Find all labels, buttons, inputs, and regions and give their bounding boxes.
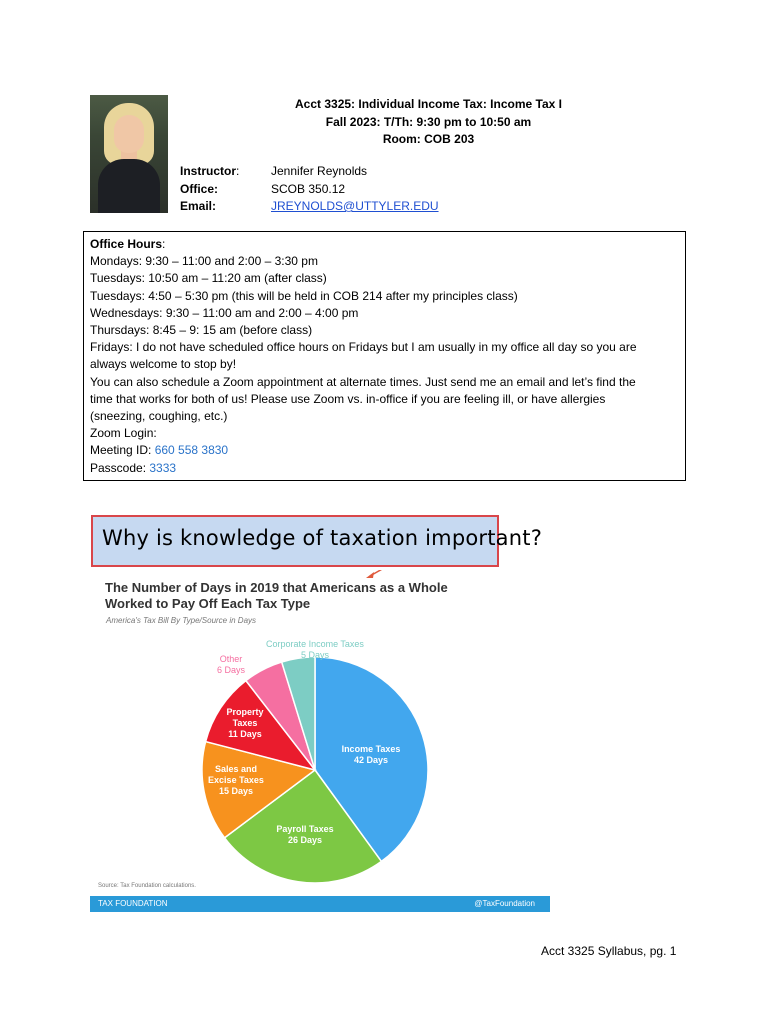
hours-line: Fridays: I do not have scheduled office hours on Fridays but I am usually in my office all day so you are xyxy=(90,340,637,355)
instructor-label-colon: : xyxy=(236,164,240,178)
office-hours-heading: Office Hours xyxy=(90,237,163,251)
slice-label xyxy=(266,639,364,660)
footer-brand: TAX FOUNDATION xyxy=(98,899,168,908)
slice-value-label: 6 Days xyxy=(216,665,246,675)
email-link[interactable]: JREYNOLDS@UTTYLER.EDU xyxy=(271,199,439,213)
passcode-label: Passcode: xyxy=(90,460,150,475)
slice-name-label: Property xyxy=(226,707,264,717)
page-number: Acct 3325 Syllabus, pg. 1 xyxy=(541,944,677,958)
slice-name-label: Sales and xyxy=(214,764,258,774)
chart-title-line1: The Number of Days in 2019 that Americans as a Whole xyxy=(105,580,448,595)
slice-value-label: 15 Days xyxy=(218,786,254,796)
footer-handle: @TaxFoundation xyxy=(474,899,535,908)
chart-title-line2: Worked to Pay Off Each Tax Type xyxy=(105,596,311,611)
instructor-name: Jennifer Reynolds xyxy=(271,164,368,178)
slice-value-label: 26 Days xyxy=(287,835,323,845)
hours-line: Thursdays: 8:45 – 9: 15 am (before class) xyxy=(90,323,313,338)
chart-source: Source: Tax Foundation calculations. xyxy=(98,883,196,889)
instructor-info xyxy=(180,163,439,216)
tax-days-chart xyxy=(90,570,550,912)
slice-name-label: Excise Taxes xyxy=(208,775,264,785)
slice-value-label: 11 Days xyxy=(228,729,262,739)
chart-footer-bar xyxy=(90,896,550,912)
callout-arrowhead xyxy=(366,572,374,578)
course-header xyxy=(0,96,770,149)
office-value: SCOB 350.12 xyxy=(271,181,346,196)
meeting-id-label: Meeting ID: xyxy=(90,443,155,458)
hours-line: time that works for both of us! Please use Zoom vs. in-office if you are feeling ill, or have allergies xyxy=(90,391,606,406)
course-term-line: Fall 2023: T/Th: 9:30 pm to 10:50 am xyxy=(325,114,532,129)
hours-line: Mondays: 9:30 – 11:00 and 2:00 – 3:30 pm xyxy=(90,254,318,269)
chart-title xyxy=(105,580,465,612)
slice-name-label: Income Taxes xyxy=(341,744,401,754)
passcode-value: 3333 xyxy=(149,460,177,475)
slice-label xyxy=(217,654,246,675)
hours-line: You can also schedule a Zoom appointment at alternate times. Just send me an email and let’s find the xyxy=(90,374,636,389)
office-hours-box xyxy=(83,231,686,481)
callout-text: Why is knowledge of taxation important? xyxy=(102,526,543,550)
instructor-label: Instructor xyxy=(180,164,237,178)
chart-subtitle: America's Tax Bill By Type/Source in Days xyxy=(106,616,257,625)
slice-name-label: Other xyxy=(219,654,243,664)
hours-line: always welcome to stop by! xyxy=(90,357,237,372)
course-room-line: Room: COB 203 xyxy=(382,132,475,146)
office-label: Office: xyxy=(180,181,219,196)
email-label: Email: xyxy=(180,199,217,213)
meeting-id-value[interactable]: 660 558 3830 xyxy=(154,443,229,458)
callout-box xyxy=(91,515,543,567)
slice-value-label: 5 Days xyxy=(300,650,330,660)
slice-value-label: 42 Days xyxy=(353,755,389,765)
course-title-line: Acct 3325: Individual Income Tax: Income Tax I xyxy=(295,97,562,111)
office-hours-colon: : xyxy=(162,237,166,251)
hours-line: Wednesdays: 9:30 – 11:00 am and 2:00 – 4:00 pm xyxy=(90,305,359,320)
hours-line: Tuesdays: 10:50 am – 11:20 am (after class) xyxy=(90,271,327,286)
zoom-login-line: Zoom Login: xyxy=(90,426,157,441)
slice-name-label: Taxes xyxy=(232,718,258,728)
hours-line: (sneezing, coughing, etc.) xyxy=(90,409,228,424)
slice-name-label: Corporate Income Taxes xyxy=(266,639,364,649)
slice-name-label: Payroll Taxes xyxy=(276,824,334,834)
hours-line: Tuesdays: 4:50 – 5:30 pm (this will be held in COB 214 after my principles class) xyxy=(90,288,518,303)
